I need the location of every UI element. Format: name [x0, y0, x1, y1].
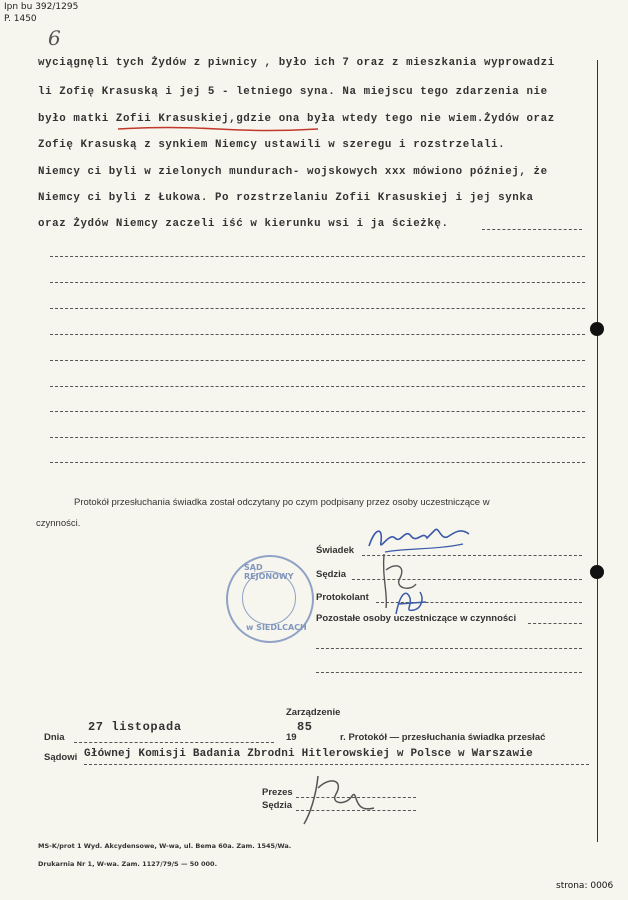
order-day-label: Dnia	[44, 732, 65, 743]
order-year-prefix: 19	[286, 732, 297, 743]
order-court-value: Głównej Komisji Badania Zbrodni Hitlerowskiej w Polsce w Warszawie	[84, 748, 533, 760]
other-participants-label: Pozostałe osoby uczestniczące w czynności	[316, 613, 517, 624]
order-date: 27 listopada	[88, 720, 182, 734]
testimony-line: li Zofię Krasuską i jej 5 - letniego syna. Na miejscu tego zdarzenia nie	[38, 86, 548, 98]
testimony-line: wyciągnęli tych Żydów z piwnicy , było ich 7 oraz z mieszkania wyprowadzi	[38, 57, 555, 69]
archive-signature: Ipn bu 392/1295	[4, 2, 79, 12]
witness-label: Świadek	[316, 545, 355, 556]
order-year: 85	[297, 720, 313, 734]
testimony-line: Niemcy ci byli w zielonych mundurach- wojskowych xxx mówiono później, że	[38, 166, 548, 178]
testimony-line: oraz Żydów Niemcy zaczeli iść w kierunku wsi i ja ścieżkę.	[38, 218, 449, 230]
testimony-line: Zofię Krasuską z synkiem Niemcy ustawili w szeregu i rozstrzelali.	[38, 139, 506, 151]
scan-page-number: strona: 0006	[556, 881, 614, 891]
handwritten-page-number: 6	[48, 26, 61, 50]
punch-hole-lower	[590, 565, 604, 579]
order-judge-label: Sędzia	[262, 800, 293, 811]
printer-info-2: Drukarnia Nr 1, W-wa. Zam. 1127/79/S — 50 000.	[38, 860, 218, 868]
testimony-line: Niemcy ci byli z Łukowa. Po rozstrzelaniu Zofii Krasuskiej i jej synka	[38, 192, 534, 204]
archive-folio: P. 1450	[4, 14, 37, 24]
closing-statement: Protokół przesłuchania świadka został odczytany po czym podpisany przez osoby uczestniczące w	[74, 497, 490, 508]
recorder-signature	[390, 584, 430, 620]
recorder-label: Protokolant	[316, 592, 369, 603]
order-statement: r. Protokół — przesłuchania świadka przesłać	[340, 732, 546, 743]
red-pencil-underline	[118, 126, 318, 132]
binding-line	[597, 60, 598, 842]
court-stamp: SĄD REJONOWY w SIEDLCACH	[226, 555, 314, 643]
president-signature	[300, 768, 380, 828]
closing-statement-end: czynności.	[36, 518, 81, 529]
printer-info: MS-K/prot 1 Wyd. Akcydensowe, W-wa, ul. Bema 60a. Zam. 1545/Wa.	[38, 842, 292, 850]
president-label: Prezes	[262, 787, 293, 798]
punch-hole-upper	[590, 322, 604, 336]
order-court-label: Sądowi	[44, 752, 78, 763]
order-heading: Zarządzenie	[286, 707, 341, 718]
testimony-line: było matki Zofii Krasuskiej,gdzie ona była wtedy tego nie wiem.Żydów oraz	[38, 113, 555, 125]
judge-label: Sędzia	[316, 569, 347, 580]
